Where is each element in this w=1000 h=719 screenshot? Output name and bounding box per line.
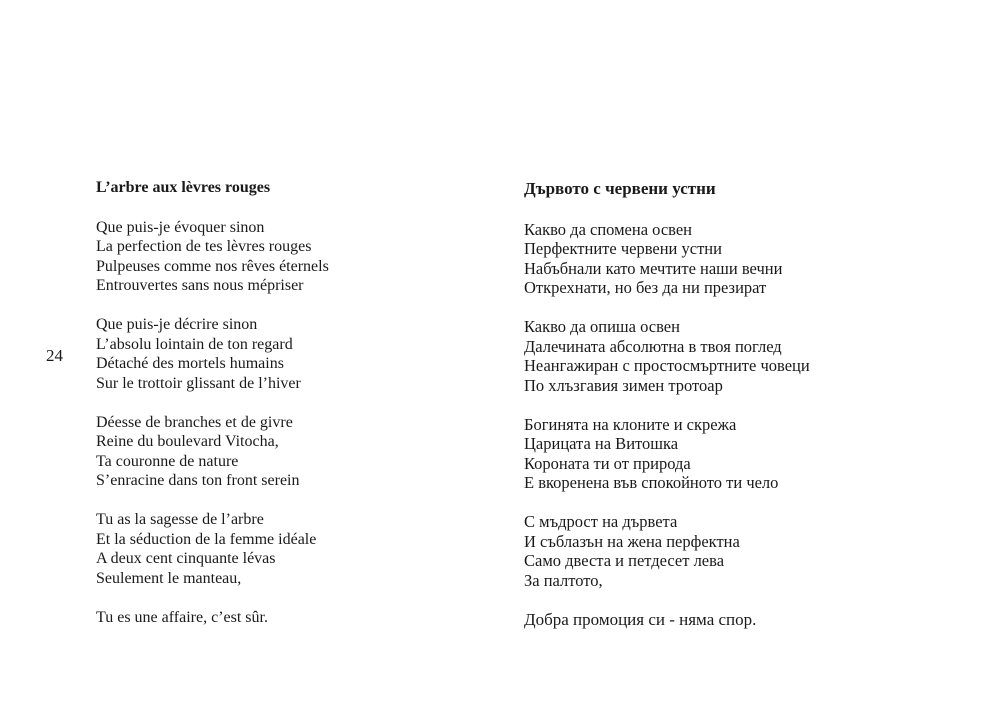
poem-line: Е вкоренена във спокойното ти чело xyxy=(524,473,779,492)
poem-line: Какво да опиша освен xyxy=(524,317,680,336)
poem-line: Открехнати, но без да ни презират xyxy=(524,278,767,297)
poem-line: La perfection de tes lèvres rouges xyxy=(96,238,312,255)
poem-line: Неангажиран с простосмъртните човеци xyxy=(524,356,810,375)
poem-line: С мъдрост на дървета xyxy=(524,512,678,531)
poem-line: Que puis-je décrire sinon xyxy=(96,316,258,333)
poem-line: Какво да спомена освен xyxy=(524,219,692,239)
bulgarian-stanza xyxy=(524,220,964,298)
poem-line: Tu as la sagesse de l’arbre xyxy=(96,511,264,528)
french-stanza xyxy=(96,218,456,296)
poem-line: И съблазън на жена перфектна xyxy=(524,531,740,551)
poem-line: Seulement le manteau, xyxy=(96,569,242,587)
poem-line: Que puis-je évoquer sinon xyxy=(96,218,265,236)
poem-line: Tu es une affaire, c’est sûr. xyxy=(96,608,268,626)
poem-line: За палтото, xyxy=(524,570,603,590)
poem-line: Перфектните червени устни xyxy=(524,239,722,258)
poem-line: Sur le trottoir glissant de l’hiver xyxy=(96,374,301,392)
french-stanza xyxy=(96,608,456,628)
french-poem-title: L’arbre aux lèvres rouges xyxy=(96,179,271,196)
bulgarian-stanza xyxy=(524,512,964,590)
bulgarian-poem-title: Дървото с червени устни xyxy=(524,179,716,198)
poem-line: Reine du boulevard Vitocha, xyxy=(96,433,279,450)
bulgarian-stanza xyxy=(524,317,964,395)
french-stanza xyxy=(96,510,456,588)
poem-line: Ta couronne de nature xyxy=(96,452,239,470)
poem-line: Pulpeuses comme nos rêves éternels xyxy=(96,257,329,275)
poem-line: Добра промоция си - няма спор. xyxy=(524,609,757,629)
poem-line: Déesse de branches et de givre xyxy=(96,413,293,431)
poem-line: Entrouvertes sans nous mépriser xyxy=(96,277,304,294)
poem-line: Короната ти от природа xyxy=(524,453,691,473)
poem-line: Царицата на Витошка xyxy=(524,434,679,453)
poem-line: A deux cent cinquante lévas xyxy=(96,550,276,567)
poem-line: Et la séduction de la femme idéale xyxy=(96,530,317,548)
page-number: 24 xyxy=(46,346,63,365)
poem-line: Богинята на клоните и скрежа xyxy=(524,414,737,434)
poem-line: По хлъзгавия зимен тротоар xyxy=(524,375,723,395)
bulgarian-stanza xyxy=(524,610,964,630)
french-stanza xyxy=(96,413,456,491)
poem-line: Далечината абсолютна в твоя поглед xyxy=(524,336,782,356)
poem-line: Détaché des mortels humains xyxy=(96,355,284,372)
bulgarian-poem xyxy=(524,178,964,649)
french-poem xyxy=(96,178,456,647)
poem-line: Набъбнали като мечтите наши вечни xyxy=(524,258,783,278)
french-stanza xyxy=(96,315,456,393)
poem-line: Само двеста и петдесет лева xyxy=(524,551,725,570)
bulgarian-stanza xyxy=(524,415,964,493)
poem-line: L’absolu lointain de ton regard xyxy=(96,335,293,353)
poem-line: S’enracine dans ton front serein xyxy=(96,472,300,489)
